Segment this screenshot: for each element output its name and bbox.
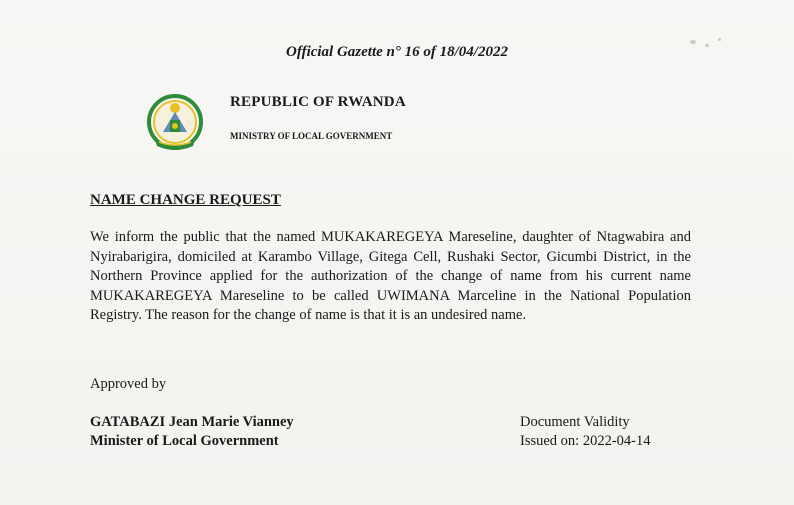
approved-by-label: Approved by	[90, 376, 167, 392]
paper-speck	[718, 38, 721, 41]
rwanda-coat-of-arms-icon	[147, 92, 203, 154]
validity-block	[520, 413, 651, 451]
paper-speck	[690, 40, 696, 44]
republic-title: REPUBLIC OF RWANDA	[230, 94, 406, 110]
issued-date: Issued on: 2022-04-14	[520, 433, 651, 449]
ministry-title: MINISTRY OF LOCAL GOVERNMENT	[230, 131, 393, 141]
gazette-reference: Official Gazette n° 16 of 18/04/2022	[286, 44, 508, 60]
signer-title: Minister of Local Government	[90, 433, 279, 449]
signer-name: GATABAZI Jean Marie Vianney	[90, 414, 294, 430]
signer-block	[90, 413, 294, 451]
paper-speck	[705, 44, 709, 47]
notice-body: We inform the public that the named MUKAKAREGEYA Mareseline, daughter of Ntagwabira and Nyirabarigira, domiciled at Karambo Village, Gitega Cell, Rushaki Sector, Gicumbi District, in the Northern Province applied for the authorization of the change of name from his current name MUKAKAREGEYA Mareseline to be called UWIMANA Marceline in the National Population Registry. The reason for the change of name is that it is an undesired name.	[90, 229, 691, 323]
notice-heading: NAME CHANGE REQUEST	[90, 192, 281, 208]
validity-label: Document Validity	[520, 414, 630, 430]
